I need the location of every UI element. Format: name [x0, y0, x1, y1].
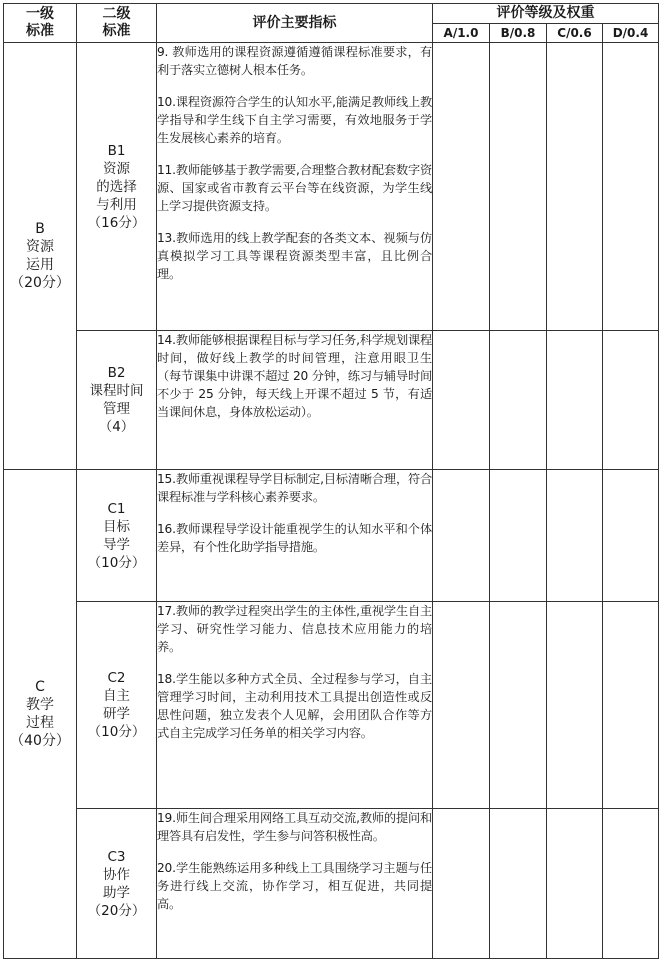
grade-c-cell[interactable]	[547, 331, 603, 470]
level2-line: C1	[107, 500, 126, 517]
level2-line: 课程时间	[89, 383, 144, 399]
level2-line: C3	[107, 848, 126, 865]
level2-line: （20分）	[87, 902, 146, 919]
indicator-item: 11.教师能够基于教学需要,合理整合教材配套数字资源、国家或省市教育云平台等在线资源，为学生线上学习提供资源支持。	[157, 163, 432, 213]
grade-b-cell[interactable]	[490, 602, 547, 809]
evaluation-table	[3, 3, 659, 959]
grade-c-cell[interactable]	[547, 602, 603, 809]
level2-line: C2	[107, 670, 126, 686]
grade-a-cell[interactable]	[433, 809, 490, 959]
grade-c-cell[interactable]	[547, 470, 603, 602]
table-row	[4, 470, 659, 602]
level2-line: （10分）	[87, 724, 146, 740]
level2-line: 助学	[103, 884, 130, 901]
grade-c-cell[interactable]	[547, 43, 603, 331]
level2-line: 导学	[103, 536, 130, 553]
header-level2-line: 标准	[102, 23, 131, 39]
indicator-item: 9. 教师选用的课程资源遵循遵循课程标准要求，有利于落实立德树人根本任务。	[157, 45, 432, 77]
level2-line: （16分）	[87, 214, 146, 231]
indicator-cell-c1	[157, 470, 433, 602]
level1-cell-b	[4, 43, 77, 470]
level2-line: B1	[107, 142, 126, 159]
header-level1-line: 一级	[26, 6, 54, 22]
level2-cell-c1	[77, 470, 157, 602]
table-row	[4, 331, 659, 470]
level1-line: C	[35, 679, 45, 695]
grade-b-cell[interactable]	[490, 470, 547, 602]
grade-a-cell[interactable]	[433, 43, 490, 331]
grade-d-cell[interactable]	[603, 809, 659, 959]
header-level1	[4, 4, 77, 43]
level2-line: 研学	[103, 706, 130, 722]
indicator-item: 19.师生间合理采用网络工具互动交流,教师的提问和理答具有启发性，学生参与问答积极性高。	[157, 811, 432, 843]
grade-a-cell[interactable]	[433, 331, 490, 470]
indicator-item: 15.教师重视课程导学目标制定,目标清晰合理，符合课程标准与学科核心素养要求。	[157, 472, 432, 504]
header-grade-a: A/1.0	[433, 24, 490, 43]
level1-line: （40分）	[10, 733, 70, 749]
level2-line: （10分）	[87, 554, 146, 571]
indicator-cell-b1	[157, 43, 433, 331]
indicator-cell-b2	[157, 331, 433, 470]
level2-line: 协作	[103, 866, 130, 883]
level1-cell-c	[4, 470, 77, 959]
table-row	[4, 43, 659, 331]
level1-line: 过程	[26, 715, 54, 731]
grade-a-cell[interactable]	[433, 602, 490, 809]
header-grade-group: 评价等级及权重	[433, 4, 659, 24]
grade-b-cell[interactable]	[490, 331, 547, 470]
level2-line: 的选择	[96, 178, 137, 195]
level2-cell-b1	[77, 43, 157, 331]
indicator-item: 14.教师能够根据课程目标与学习任务,科学规划课程时间，做好线上教学的时间管理，注意用眼卫生（每节课集中讲课不超过 20 分钟，练习与辅导时间不少于 25 分钟，每天线上开课不超过 5 节，有适当课间休息，身体放松运动）。	[157, 333, 432, 419]
grade-d-cell[interactable]	[603, 602, 659, 809]
header-level1-line: 标准	[26, 23, 54, 39]
level1-line: B	[35, 221, 45, 237]
indicator-item: 10.课程资源符合学生的认知水平,能满足教师线上教学指导和学生线下自主学习需要，有效地服务于学生发展核心素养的培育。	[157, 95, 432, 145]
header-level2-line: 二级	[102, 6, 131, 22]
level1-line: （20分）	[10, 275, 70, 291]
level2-line: 目标	[103, 518, 130, 535]
indicator-cell-c3	[157, 809, 433, 959]
header-grade-c: C/0.6	[547, 24, 603, 43]
level2-line: B2	[107, 365, 126, 381]
header-grade-d: D/0.4	[603, 24, 659, 43]
table-row	[4, 809, 659, 959]
level2-line: （4）	[98, 419, 135, 435]
level2-line: 资源	[103, 160, 130, 177]
grade-d-cell[interactable]	[603, 470, 659, 602]
grade-d-cell[interactable]	[603, 43, 659, 331]
indicator-cell-c2	[157, 602, 433, 809]
level1-line: 教学	[26, 697, 54, 713]
grade-a-cell[interactable]	[433, 470, 490, 602]
level2-line: 与利用	[96, 196, 137, 213]
header-indicator: 评价主要指标	[157, 4, 433, 43]
grade-d-cell[interactable]	[603, 331, 659, 470]
level1-line: 资源	[26, 239, 54, 255]
level2-cell-c2	[77, 602, 157, 809]
level2-line: 自主	[103, 688, 130, 704]
grade-b-cell[interactable]	[490, 809, 547, 959]
level1-line: 运用	[26, 257, 54, 273]
header-level2	[77, 4, 157, 43]
level2-cell-b2	[77, 331, 157, 470]
indicator-item: 17.教师的教学过程突出学生的主体性,重视学生自主学习、研究性学习能力、信息技术应用能力的培养。	[157, 604, 432, 654]
grade-c-cell[interactable]	[547, 809, 603, 959]
table-row	[4, 602, 659, 809]
indicator-item: 16.教师课程导学设计能重视学生的认知水平和个体差异，有个性化助学指导措施。	[157, 522, 432, 554]
header-grade-b: B/0.8	[490, 24, 547, 43]
grade-b-cell[interactable]	[490, 43, 547, 331]
indicator-item: 13.教师选用的线上教学配套的各类文本、视频与仿真模拟学习工具等课程资源类型丰富，且比例合理。	[157, 231, 432, 281]
level2-line: 管理	[103, 401, 130, 417]
indicator-item: 18.学生能以多种方式全员、全过程参与学习，自主管理学习时间，主动利用技术工具提出创造性或反思性问题，独立发表个人见解，会用团队合作等方式自主完成学习任务单的相关学习内容。	[157, 672, 432, 740]
indicator-item: 20.学生能熟练运用多种线上工具围绕学习主题与任务进行线上交流，协作学习，相互促进，共同提高。	[157, 861, 432, 911]
level2-cell-c3	[77, 809, 157, 959]
